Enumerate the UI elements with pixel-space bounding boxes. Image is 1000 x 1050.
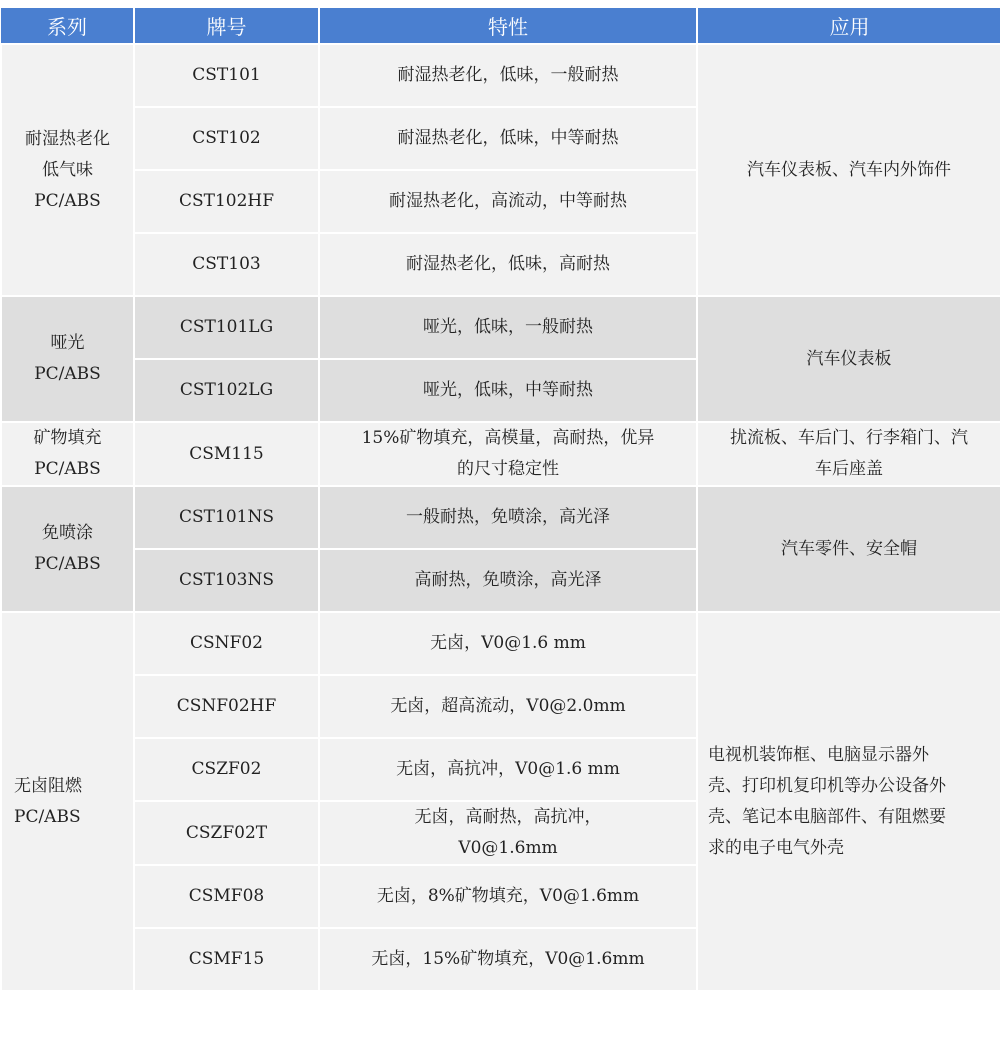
properties-line: 无卤，V0@1.6 mm — [430, 633, 586, 653]
grade-cell: CSNF02HF — [134, 675, 319, 738]
header-properties: 特性 — [319, 8, 697, 44]
series-line: 哑光 — [50, 333, 85, 353]
application-cell — [697, 612, 1000, 991]
properties-line: 无卤，15%矿物填充，V0@1.6mm — [371, 949, 645, 969]
grade-cell: CST101 — [134, 44, 319, 107]
table-row — [1, 296, 1000, 359]
properties-line: 哑光，低味，一般耐热 — [423, 317, 593, 337]
series-cell — [1, 296, 134, 422]
table-row — [1, 44, 1000, 107]
table-row — [1, 422, 1000, 486]
properties-line: 无卤，8%矿物填充，V0@1.6mm — [376, 886, 640, 906]
properties-cell — [319, 170, 697, 233]
properties-cell — [319, 486, 697, 549]
product-grade-table — [0, 8, 1000, 992]
series-cell — [1, 486, 134, 612]
application-line: 扰流板、车后门、行李箱门、汽 — [730, 428, 968, 448]
properties-cell — [319, 107, 697, 170]
properties-line: 15%矿物填充，高模量，高耐热，优异 — [361, 428, 655, 448]
application-cell — [697, 422, 1000, 486]
grade-cell: CST103NS — [134, 549, 319, 612]
application-cell — [697, 44, 1000, 296]
grade-cell: CST102 — [134, 107, 319, 170]
grade-cell: CST103 — [134, 233, 319, 296]
properties-cell — [319, 675, 697, 738]
series-line: PC/ABS — [34, 554, 101, 574]
application-line: 汽车仪表板 — [806, 348, 892, 369]
properties-line: V0@1.6mm — [458, 838, 558, 858]
grade-cell: CSZF02T — [134, 801, 319, 865]
application-line: 壳、笔记本电脑部件、有阻燃要 — [708, 806, 946, 827]
table-row — [1, 486, 1000, 549]
properties-line: 无卤，超高流动，V0@2.0mm — [390, 696, 626, 716]
grade-cell: CSM115 — [134, 422, 319, 486]
series-line: PC/ABS — [34, 364, 101, 384]
properties-cell — [319, 359, 697, 422]
properties-line: 耐湿热老化，高流动，中等耐热 — [389, 191, 627, 211]
grade-cell: CSMF15 — [134, 928, 319, 991]
series-line: 免喷涂 — [42, 523, 93, 543]
series-line: 耐湿热老化 — [25, 128, 110, 149]
properties-cell — [319, 801, 697, 865]
application-line: 电视机装饰框、电脑显示器外 — [708, 744, 929, 765]
application-line: 壳、打印机复印机等办公设备外 — [708, 775, 946, 796]
properties-line: 的尺寸稳定性 — [457, 459, 559, 479]
series-cell — [1, 422, 134, 486]
series-line: PC/ABS — [34, 459, 101, 479]
properties-cell — [319, 738, 697, 801]
properties-line: 耐湿热老化，低味，高耐热 — [406, 254, 610, 274]
grade-cell: CST101LG — [134, 296, 319, 359]
grade-cell: CSZF02 — [134, 738, 319, 801]
group-matte — [1, 296, 1000, 422]
grade-cell: CSMF08 — [134, 865, 319, 928]
series-line: 低气味 — [42, 159, 93, 180]
properties-line: 一般耐热，免喷涂，高光泽 — [406, 507, 610, 527]
series-cell — [1, 44, 134, 296]
properties-cell — [319, 233, 697, 296]
properties-line: 高耐热，免喷涂，高光泽 — [414, 570, 602, 590]
properties-line: 哑光，低味，中等耐热 — [423, 380, 593, 400]
application-line: 求的电子电气外壳 — [708, 837, 844, 858]
series-line: 无卤阻燃 — [14, 775, 82, 796]
series-cell — [1, 612, 134, 991]
grade-cell: CST102HF — [134, 170, 319, 233]
application-line: 车后座盖 — [815, 459, 883, 479]
header-series: 系列 — [1, 8, 134, 44]
properties-cell — [319, 928, 697, 991]
properties-cell — [319, 612, 697, 675]
group-mineral-filled — [1, 422, 1000, 486]
properties-line: 耐湿热老化，低味，中等耐热 — [397, 128, 619, 148]
header-row — [1, 8, 1000, 44]
properties-cell — [319, 44, 697, 107]
table-row — [1, 612, 1000, 675]
properties-line: 耐湿热老化，低味，一般耐热 — [397, 65, 619, 85]
application-cell — [697, 486, 1000, 612]
group-spray-free — [1, 486, 1000, 612]
properties-line: 无卤，高耐热，高抗冲， — [414, 807, 602, 827]
application-cell — [697, 296, 1000, 422]
properties-cell — [319, 422, 697, 486]
grade-cell: CST101NS — [134, 486, 319, 549]
series-line: 矿物填充 — [33, 428, 102, 448]
header-grade: 牌号 — [134, 8, 319, 44]
series-line: PC/ABS — [14, 806, 81, 827]
properties-cell — [319, 296, 697, 359]
application-line: 汽车仪表板、汽车内外饰件 — [747, 159, 951, 180]
header-application: 应用 — [697, 8, 1000, 44]
grade-cell: CSNF02 — [134, 612, 319, 675]
group-halogen-free-fr — [1, 612, 1000, 991]
properties-cell — [319, 549, 697, 612]
properties-cell — [319, 865, 697, 928]
application-line: 汽车零件、安全帽 — [781, 538, 917, 559]
table-header — [1, 8, 1000, 44]
series-line: PC/ABS — [34, 190, 101, 211]
properties-line: 无卤，高抗冲，V0@1.6 mm — [396, 759, 620, 779]
group-low-odor — [1, 44, 1000, 296]
grade-cell: CST102LG — [134, 359, 319, 422]
